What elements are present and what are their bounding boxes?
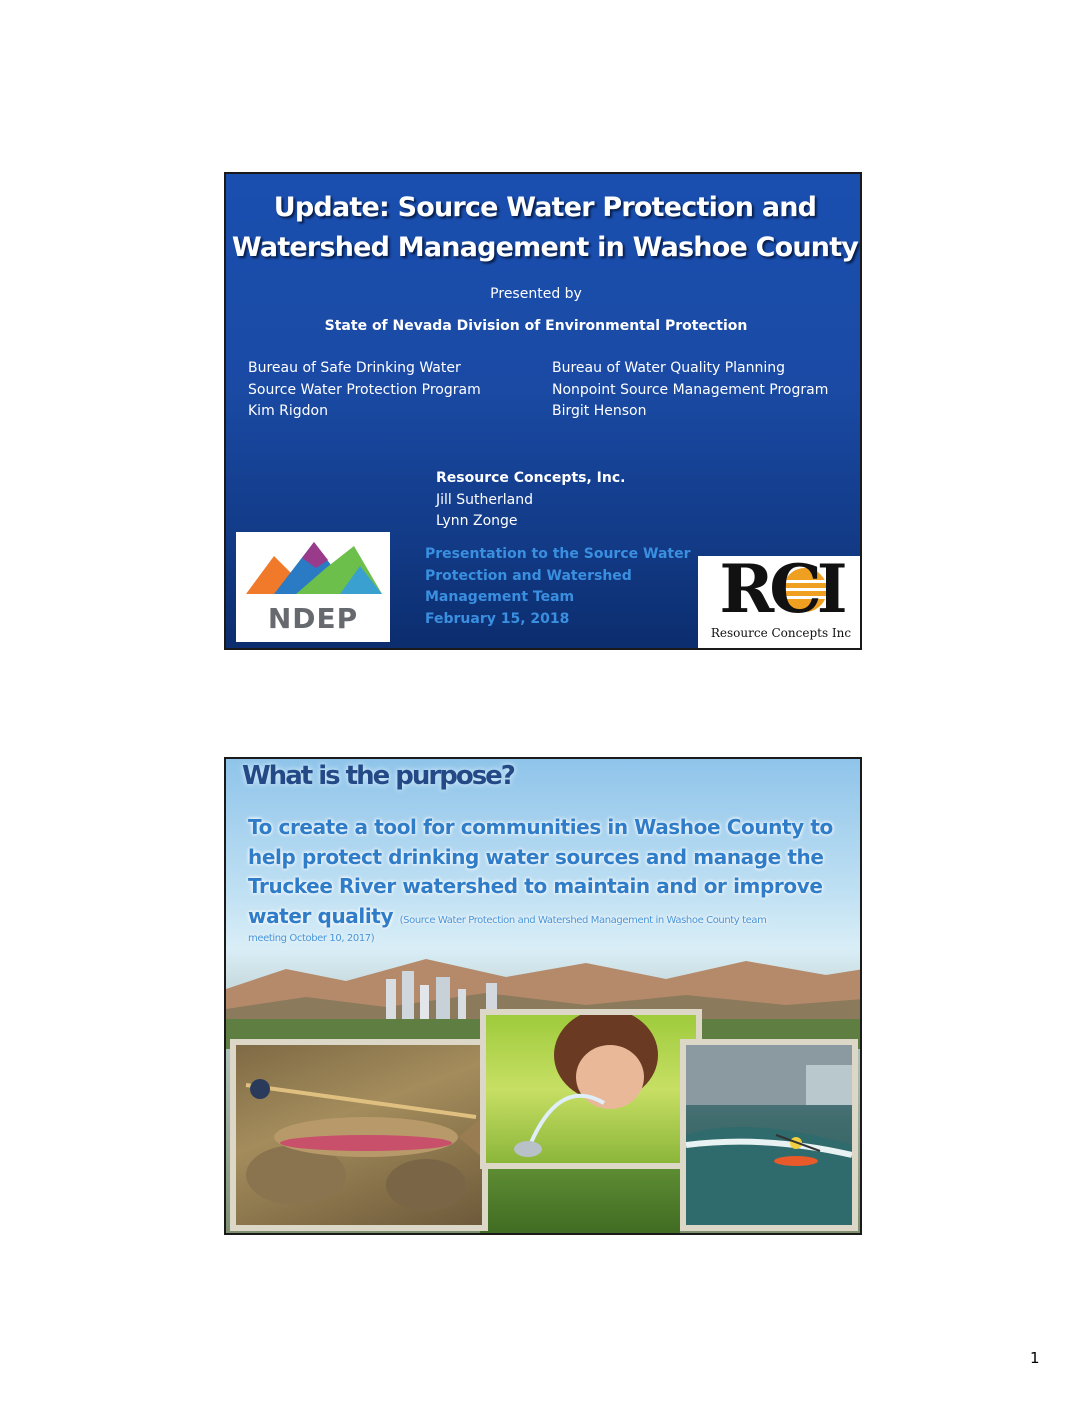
child-drinking-photo (480, 1009, 702, 1169)
kayaker-photo (680, 1039, 858, 1231)
presentation-to-block: Presentation to the Source Water Protection and Watershed Management Team February 15, 2018 (425, 544, 690, 630)
left-bureau-block (248, 358, 481, 423)
citation: (Source Water Protection and Watershed Management in Washoe County team (399, 914, 767, 926)
greenery-image (480, 1163, 680, 1235)
ndep-logo (236, 532, 390, 642)
bureau-line: Bureau of Water Quality Planning (552, 360, 786, 376)
page-number: 1 (1030, 1349, 1040, 1367)
presentation-date: February 15, 2018 (425, 610, 570, 627)
kayak-icon (686, 1045, 852, 1225)
purpose-slide (224, 757, 862, 1235)
slide-title: What is the purpose? (242, 761, 514, 791)
presented-by: Presented by (490, 286, 582, 302)
citation-continued: meeting October 10, 2017) (248, 933, 375, 944)
trout-photo (230, 1039, 488, 1231)
drinking-fountain-icon (486, 1015, 696, 1163)
consultant-person: Jill Sutherland (436, 491, 533, 508)
consultant-block (436, 468, 625, 533)
title-slide (224, 172, 862, 650)
person-line: Kim Rigdon (248, 403, 328, 419)
ndep-mountains-icon (236, 532, 390, 604)
ndep-wordmark: NDEP (267, 602, 359, 635)
purpose-statement: To create a tool for communities in Washoe County to help protect drinking water sources and manage the Truckee River watershed to maintain and or improve water quality (Source Water Protection and Watershed Management in Washoe County team (248, 815, 833, 928)
trout-icon (236, 1045, 482, 1225)
consultant-person: Lynn Zonge (436, 513, 518, 529)
rci-wordmark: RCI (719, 550, 843, 628)
bureau-line: Bureau of Safe Drinking Water (248, 360, 461, 376)
rci-logo (698, 550, 862, 650)
program-line: Nonpoint Source Management Program (552, 381, 829, 398)
consultant-company: Resource Concepts, Inc. (436, 470, 626, 486)
slide-title: Update: Source Water Protection and Watershed Management in Washoe County (231, 192, 859, 263)
agency-name: State of Nevada Division of Environmental Protection (324, 318, 748, 334)
program-line: Source Water Protection Program (248, 381, 481, 398)
person-line: Birgit Henson (552, 403, 647, 419)
right-bureau-block (552, 358, 828, 423)
rci-subtitle: Resource Concepts Inc (710, 626, 852, 640)
